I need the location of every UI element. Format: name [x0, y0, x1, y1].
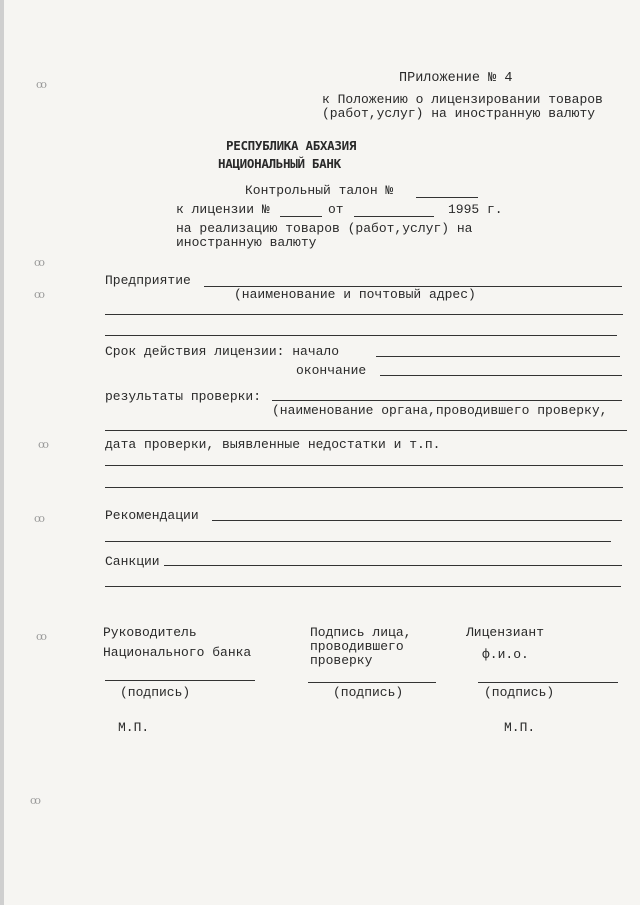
sanctions-line [164, 565, 622, 566]
appendix-line-1: к Положению о лицензировании товаров [322, 92, 603, 107]
licensee-stamp: М.П. [504, 720, 536, 735]
talon-number-line [416, 197, 478, 198]
head-line-1: Руководитель [103, 625, 197, 640]
licensee-sign-label: (подпись) [484, 685, 555, 700]
recommendations-label: Рекомендации [105, 508, 199, 523]
enterprise-hint: (наименование и почтовый адрес) [234, 287, 476, 302]
inspector-line-2: проводившего [310, 639, 404, 654]
results-line [272, 400, 622, 401]
license-number-line [280, 216, 322, 217]
punch-mark: ꝏ [34, 256, 45, 269]
results-line-2 [105, 430, 627, 431]
license-prefix: к лицензии № [176, 202, 270, 217]
head-line-2: Национального банка [103, 645, 252, 660]
licensee-line-2: ф.и.о. [482, 647, 529, 662]
punch-mark: ꝏ [34, 512, 45, 525]
punch-mark: ꝏ [38, 438, 49, 451]
validity-end-label: окончание [296, 363, 367, 378]
inspector-line-3: проверку [310, 653, 373, 668]
appendix-line-2: (работ,услуг) на иностранную валюту [322, 106, 596, 121]
sanctions-line-2 [105, 586, 621, 587]
enterprise-line-2 [105, 314, 623, 315]
head-stamp: М.П. [118, 720, 150, 735]
punch-mark: ꝏ [30, 794, 41, 807]
inspector-line-1: Подпись лица, [310, 625, 412, 640]
purpose-line-1: на реализацию товаров (работ,услуг) на [176, 221, 473, 236]
purpose-line-2: иностранную валюту [176, 235, 317, 250]
date-line-2 [105, 465, 623, 466]
page-edge [0, 0, 4, 905]
recommendations-line [212, 520, 622, 521]
bank-name: НАЦИОНАЛЬНЫЙ БАНК [218, 156, 341, 171]
results-label: результаты проверки: [105, 389, 262, 404]
validity-end-line [380, 375, 622, 376]
licensee-sign-line [478, 682, 618, 683]
license-year: 1995 г. [448, 202, 503, 217]
sanctions-label: Санкции [105, 554, 160, 569]
head-sign-line [105, 680, 255, 681]
punch-mark: ꝏ [36, 78, 47, 91]
results-hint: (наименование органа,проводившего проверку, [272, 403, 608, 418]
punch-mark: ꝏ [36, 630, 47, 643]
validity-start-line [376, 356, 620, 357]
date-line-label: дата проверки, выявленные недостатки и т.п. [105, 437, 441, 452]
licensee-line-1: Лицензиант [466, 625, 545, 640]
license-from: от [328, 202, 344, 217]
inspector-sign-label: (подпись) [333, 685, 404, 700]
head-sign-label: (подпись) [120, 685, 191, 700]
recommendations-line-2 [105, 541, 611, 542]
punch-mark: ꝏ [34, 288, 45, 301]
validity-label: Срок действия лицензии: начало [105, 344, 340, 359]
inspector-sign-line [308, 682, 436, 683]
enterprise-label: Предприятие [105, 273, 191, 288]
license-date-line [354, 216, 434, 217]
republic-name: РЕСПУБЛИКА АБХАЗИЯ [226, 138, 357, 153]
appendix-title: ПРиложение № 4 [399, 71, 513, 86]
talon-title: Контрольный талон № [245, 183, 394, 198]
enterprise-line-3 [105, 335, 617, 336]
date-line-3 [105, 487, 623, 488]
